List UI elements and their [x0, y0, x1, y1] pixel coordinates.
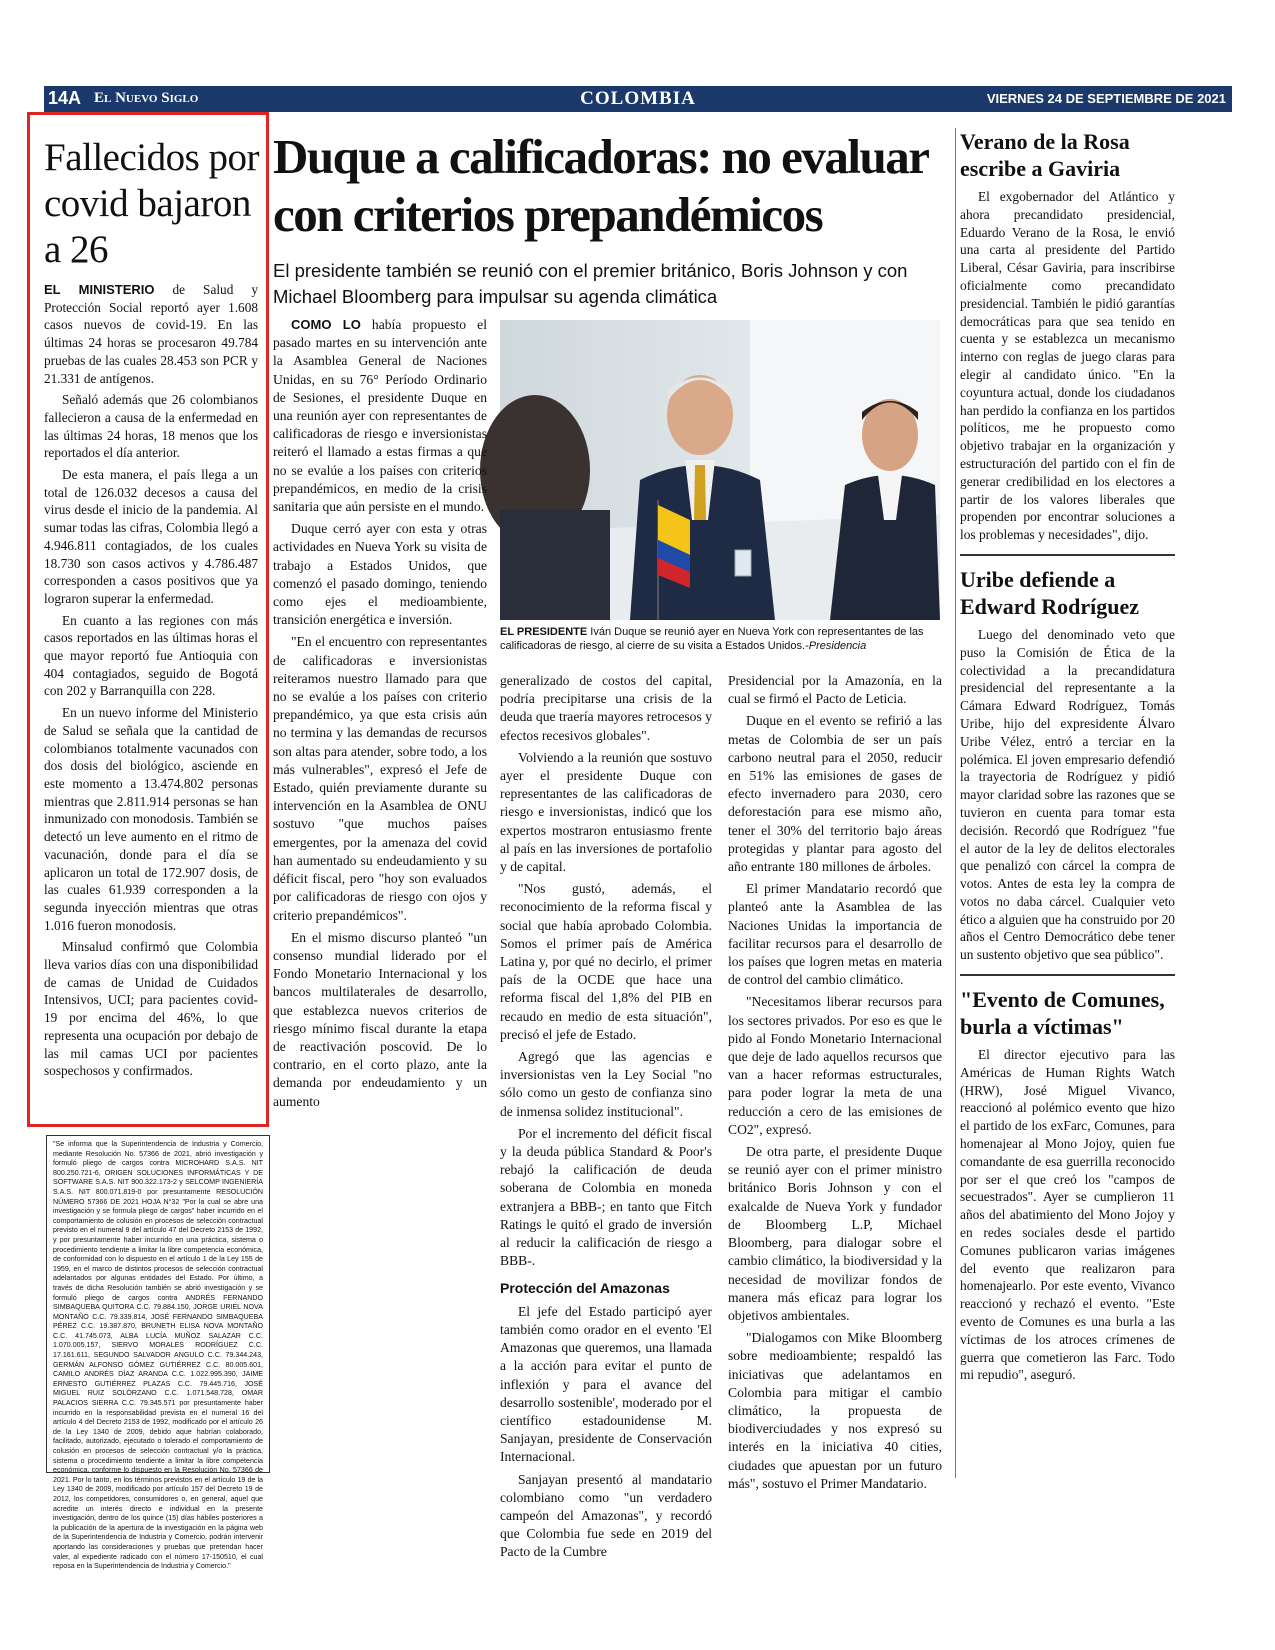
main-paragraph: "En el encuentro con representantes de calificadoras e inversionistas reiteramos nuestro llamado para que no se evalúe a los países con criterio prepandémico, ya que esta crisis aún no termina y las demandas de recursos son altas para atender, sobre todo, a los más vulnerables", expresó el Jefe de Estado, quién previamente durante su intervención en la Asamblea de ONU sostuvo "que muchos países emergentes, por la amenaza del covid han aumentado su endeudamiento y su déficit fiscal, pero "hoy son evaluados por calificadoras de riesgo con ojos y criterio prepandémicos".	[273, 634, 487, 923]
sidebar-paragraph: En cuanto a las regiones con más casos reportados en las últimas horas el que mayor reportó fue Antioquia con 404 contagiados, seguido de Bogotá con 202 y Barranquilla con 228.	[44, 612, 258, 699]
main-paragraph: "Dialogamos con Mike Bloomberg sobre medioambiente; respaldó las iniciativas que adelantamos en Colombia para mitigar el cambio climático, la propuesta de biodiverciudades y nos expresó su interés en la iniciativa 40 cities, ciudades que apuestan por un futuro más", sostuvo el Primer Mandatario.	[728, 1330, 942, 1491]
main-paragraph: Agregó que las agencias e inversionistas ven la Ley Social "no sólo como un gesto de confianza sino de inmensa solidez institucional".	[500, 1049, 712, 1119]
main-paragraph: "Nos gustó, además, el reconocimiento de la reforma fiscal y social que había aprobado Colombia. Somos el primer país de América Latina y, por qué no decirlo, el primer país de la OCDE que hace una reforma fiscal del 1,8% del PIB en recaudo en medio de esta situación", precisó el jefe de Estado.	[500, 881, 712, 1042]
masthead-bar	[44, 86, 1232, 112]
main-headline: Duque a calificadoras: no evaluar con criterios prepandémicos	[273, 129, 928, 242]
sidebar-lead: EL MINISTERIO	[44, 282, 155, 297]
main-paragraph: Sanjayan presentó al mandatario colombiano como "un verdadero campeón del Amazonas", y recordó que Colombia fue sede en 2019 del Pacto de la Cumbre	[500, 1471, 712, 1560]
main-paragraph: había propuesto el pasado martes en su intervención ante la Asamblea General de Naciones Unidas, en su 76° Período Ordinario de Sesiones, el presidente Duque en una reunión ayer con representantes de calificadoras de riesgo e inversionistas reiteró el llamado a estas firmas a que no se evalúe a los países con criterios prepandémicos, en medio de la crisis sanitaria que aún persiste en el mundo.	[273, 317, 487, 515]
sidebar-paragraph: de Salud y Protección Social reportó ayer 1.608 casos nuevos de covid-19. En las últimas 24 horas se procesaron 49.784 pruebas de las cuales 28.453 son PCR y 21.331 de antígenos.	[44, 282, 258, 386]
brief-paragraph: El director ejecutivo para las Américas de Human Rights Watch (HRW), José Miguel Vivanco, reaccionó al polémico evento que hizo el partido de los exFarc, Comunes, para homenajear al Mono Jojoy, quien fue comandante de esa guerrilla reconocido por ser el que creó los "campos de secuestrados". Ayer se cumplieron 11 años del abatimiento del Mono Jojoy y en redes sociales desde el partido Comunes publicaron varias imágenes del evento que realizaron para homenajearlo. Por este evento, Vivanco reaccionó y rechazó el evento. "Este evento de Comunes es una burla a las víctimas de los atroces crímenes de guerra que cometieron las Farc. Todo mi repudio", aseguró.	[960, 1047, 1175, 1383]
divider	[960, 554, 1175, 556]
sidebar-paragraph: En un nuevo informe del Ministerio de Salud se señala que la cantidad de colombianos totalmente vacunados con dos dosis del biológico, asciende en este momento a 13.474.802 personas mientras que 2.811.914 personas se han inmunizado con monodosis. También se detectó un leve aumento en el ritmo de vacunación, donde para el día se aplicaron un total de 172.907 dosis, de las cuales 61.939 corresponden a la segunda inyección mientras que otras 1.016 fueron monodosis.	[44, 705, 258, 933]
main-paragraph: Por el incremento del déficit fiscal y la deuda pública Standard & Poor's rebajó la calificación de deuda soberana de Colombia en moneda extranjera a BBB-; en tanto que Fitch Ratings le quitó el grado de inversión al reducir la calificación de riesgo a BBB-.	[500, 1125, 712, 1269]
caption-text: Iván Duque se reunió ayer en Nueva York con representantes de las calificadoras de riesgo, al cierre de su visita a Estados Unidos.-	[500, 626, 924, 652]
section-name: COLOMBIA	[580, 88, 696, 109]
sidebar-body	[44, 281, 258, 1080]
right-briefs-column	[955, 128, 1175, 1478]
photo-illustration	[500, 320, 940, 620]
main-column-2	[500, 672, 712, 1566]
page-number: 14A	[48, 88, 82, 108]
sidebar-paragraph: De esta manera, el país llega a un total de 126.032 decesos a causa del virus desde el inicio de la pandemia. Al sumar todas las cifras, Colombia llegó a 4.946.811 contagiados, de los cuales 18.730 son casos activos y 4.786.487 corresponden a casos positivos que ya lograron superar la enfermedad.	[44, 467, 258, 606]
brief-headline-uribe: Uribe defiende a Edward Rodríguez	[960, 566, 1140, 619]
photo-caption	[500, 625, 940, 653]
sidebar-paragraph: Minsalud confirmó que Colombia lleva varios días con una disponibilidad de camas de Unidad de Cuidados Intensivos, UCI; para pacientes covid-19 por encima del 46%, lo que representa una ocupación por debajo de las mil camas UCI por pacientes sospechosos y confirmados.	[44, 939, 258, 1079]
legal-notice-box: "Se informa que la Superintendencia de Industria y Comercio, mediante Resolución No. 57366 de 2021, abrió investigación y formuló pliego de cargos contra MICROHARD S.A.S. NIT 800.250.721-6, ORIGEN SOLUCIONES INFORMÁTICAS Y DE SOFTWARE S.A.S. NIT 900.322.173-2 y SELCOMP INGENIERÍA S.A.S. NIT 800.071.819-0 por presuntamente RESOLUCIÓN NÚMERO 57366 DE 2021 HOJA N°32 "Por la cual se abre una investigación y se formula pliego de cargos" haber incurrido en el comportamiento de colusión en procesos de selección contractual previsto en el numeral 9 del artículo 47 del Decreto 2153 de 1992, y por presuntamente haber incurrido en una práctica, sistema o procedimiento tendiente a limitar la libre competencia económica, de conformidad con lo dispuesto en el artículo 1 de la Ley 155 de 1959, en el marco de distintos procesos de selección contractual adelantados por algunas entidades del Estado. Por último, a través de dicha Resolución también se abrió investigación y se formuló pliego de cargos contra ANDRÉS FERNANDO SIMBAQUEBA QUITORA C.C. 79.884.150, JORGE URIEL NOVA MONTAÑO C.C. 79.339.814, JOSÉ FERNANDO SIMBAQUEBA PÉREZ C.C. 19.387.870, BRUNETH ELISA NOVA MONTAÑO C.C. 41.745.073, ALBA LUCÍA MUÑOZ SALAZAR C.C. 1.070.005.157, SIERVO MORALES RODRÍGUEZ C.C. 17.161.611, SEGUNDO SALVADOR ANGULO C.C. 79.344.243, GERMÁN ALFONSO GÓMEZ GUTIÉRREZ C.C. 80.005.601, CAMILO ANDRÉS DÍAZ ARANDA C.C. 1.022.995.390, JAIME ERNESTO GUTIÉRREZ PLAZAS C.C. 79.445.716, JOSÉ MIGUEL RUIZ SOLÓRZANO C.C. 1.071.548.728, OMAR PALACIOS SIERRA C.C. 79.345.571 por presuntamente haber incurrido en la responsabilidad prevista en el numeral 16 del artículo 4 del Decreto 2153 de 1992, modificado por el artículo 26 de la Ley 1340 de 2009, debido aque habrían colaborado, facilitado, autorizado, ejecutado o tolerado el comportamiento de colusión en procesos de selección contractual y/o la práctica, sistema o procedimiento tendiente a limitar la libre competencia económica, conforme lo dispuesto en la Resolución No. 57366 de 2021. Por lo tanto, en los términos previstos en el artículo 19 de la Ley 1340 de 2009, modificado por artículo 157 del Decreto 19 de 2012, los competidores, consumidores o, en general, aquel que acredite un interés directo e individual en la presente investigación, dentro de los quince (15) días hábiles posteriores a la publicación de la apertura de la investigación en la página web de la Superintendencia de Industria y Comercio, podrán intervenir aportando las consideraciones y pruebas que pretendan hacer valer, al expediente radicado con el número 17-150510, el cual reposa en la Superintendencia de Industria y Comercio."	[46, 1135, 270, 1473]
main-subhead: Protección del Amazonas	[500, 1279, 670, 1296]
sidebar-article-covid	[27, 112, 269, 1127]
main-paragraph: Duque cerró ayer con esta y otras actividades en Nueva York su visita de trabajo a Estados Unidos, que comenzó el pasado domingo, teniendo como ejes el medioambiente, transición energética e inversión.	[273, 521, 487, 628]
divider	[960, 974, 1175, 976]
main-paragraph: generalizado de costos del capital, podría precipitarse una crisis de la deuda que traería mayores retrocesos y efectos recesivos globales".	[500, 673, 712, 743]
brief-paragraph: El exgobernador del Atlántico y ahora precandidato presidencial, Eduardo Verano de la Rosa, le envió una carta al presidente del Partido Liberal, César Gaviria, para inscribirse oficialmente como precandidato presidencial. También le pidió garantías democráticas para que sea tenido en cuenta y se establezca un mecanismo interno con reglas de juego claras para elegir al candidato único. "En la coyuntura actual, donde los ciudadanos han perdido la confianza en los partidos políticos, me he propuesto como objetivo trabajar en la organización y estructuración del partido con el fin de generar credibilidad en los electores a partir de los valores liberales que propenden por encontrar soluciones a los problemas y necesidades", dijo.	[960, 189, 1175, 543]
main-paragraph: Duque en el evento se refirió a las metas de Colombia de ser un país carbono neutral para el 2050, reducir en 51% las emisiones de gases de efecto invernadero para 2030, cero deforestación para ese mismo año, tener el 30% del territorio bajo áreas protegidas y plantar para agosto del año entrante 180 millones de árboles.	[728, 713, 942, 875]
brief-body-verano	[960, 188, 1175, 544]
main-paragraph: En el mismo discurso planteó "un consenso mundial liderado por el Fondo Monetario Internacional y los bancos multilaterales de desarrollo, que establezca nuevos criterios de riesgo mínimo fiscal durante la etapa de reactivación poscovid. De lo contrario, en el corto plazo, ante la demanda por endeudamiento y un aumento	[273, 929, 487, 1109]
photo-credit: Presidencia	[808, 640, 867, 652]
brief-body-comunes	[960, 1046, 1175, 1384]
main-paragraph: De otra parte, el presidente Duque se reunió ayer con el primer ministro británico Boris Johnson y con el exalcalde de Nueva York y fundador de Bloomberg L.P, Michael Bloomberg, para dialogar sobre el cambio climático, la biodiversidad y la necesidad de movilizar fondos de manera más eficaz para lograr los objetivos ambientales.	[728, 1144, 942, 1323]
brief-body-uribe	[960, 626, 1175, 964]
main-deck: El presidente también se reunió con el premier británico, Boris Johnson y con Michael Bloomberg para impulsar su agenda climática	[273, 260, 908, 307]
main-column-3	[728, 672, 942, 1497]
main-paragraph: Presidencial por la Amazonía, en la cual se firmó el Pacto de Leticia.	[728, 673, 942, 707]
brief-headline-comunes: "Evento de Comunes, burla a víctimas"	[960, 987, 1165, 1040]
main-paragraph: El primer Mandatario recordó que planteó ante la Asamblea de las Naciones Unidas la importancia de facilitar recursos para el desarrollo de los países que logren metas en materia de control del cambio climático.	[728, 881, 942, 988]
newspaper-name: El Nuevo Siglo	[94, 90, 199, 106]
main-lead: COMO LO	[291, 317, 361, 332]
main-paragraph: Volviendo a la reunión que sostuvo ayer el presidente Duque con representantes de las calificadoras de riesgo e inversionistas, indicó que los expertos mostraron entusiasmo frente al país en las inversiones de portafolio y de capital.	[500, 749, 712, 875]
main-column-1	[273, 316, 487, 1115]
article-photo	[500, 320, 940, 620]
caption-lead: EL PRESIDENTE	[500, 626, 588, 638]
issue-date: VIERNES 24 DE SEPTIEMBRE DE 2021	[986, 91, 1226, 106]
brief-headline-verano: Verano de la Rosa escribe a Gaviria	[960, 129, 1130, 181]
sidebar-headline: Fallecidos por covid bajaron a 26	[44, 136, 260, 271]
sidebar-paragraph: Señaló además que 26 colombianos fallecieron a causa de la enfermedad en las últimas 24 horas, 18 menos que los reportados el día anterior.	[44, 392, 258, 461]
main-paragraph: "Necesitamos liberar recursos para los sectores privados. Por eso es que le pido al Fondo Monetario Internacional que deje de lado aquellos recursos que van a hacer reformas estructurales, para poder lograr la meta de una reducción a cero de las emisiones de CO2", expresó.	[728, 994, 942, 1137]
brief-paragraph: Luego del denominado veto que puso la Comisión de Ética de la colectividad a la precandidatura presidencial del representante a la Cámara Edward Rodríguez, Tomás Uribe, hijo del expresidente Álvaro Uribe Vélez, entró a terciar en la polémica. El joven empresario defendió la trayectoria de Rodríguez y pidió mayor claridad sobre las razones que se tuvieron en cuenta para tomar esta decisión. Recordó que Rodríguez "fue el autor de la ley de delitos electorales que penalizó con cárcel la compra de votos. Antes de esta ley la compra de votos no daba cárcel. Cualquier veto ético a alguien que ha construido por 20 años el Centro Democrático debe tener un sustento objetivo que sea público".	[960, 626, 1175, 963]
main-paragraph: El jefe del Estado participó ayer también como orador en el evento 'El Amazonas que queremos, una llamada a la acción para evitar el punto de inflexión y para el avance del desarrollo sostenible', moderado por el científico estadounidense M. Sanjayan, presidente de Conservación Internacional.	[500, 1303, 712, 1465]
